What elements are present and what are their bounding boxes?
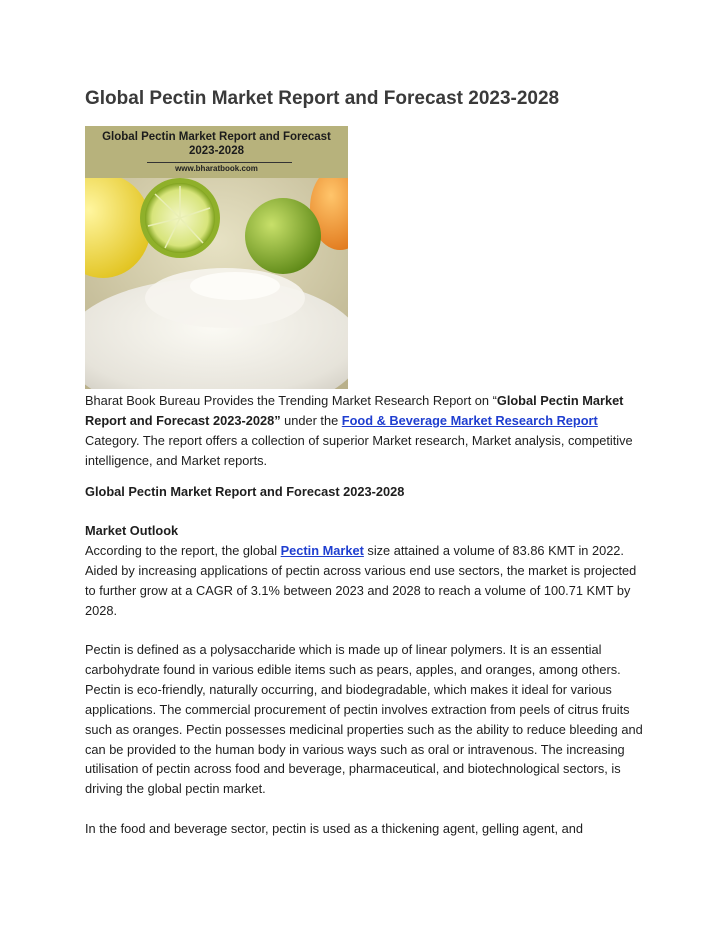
fruit-photo bbox=[85, 178, 348, 389]
market-outlook-paragraph: According to the report, the global Pectin Market size attained a volume of 83.86 KMT in 2022. Aided by increasing applications of pectin across various end use sectors, the market is projected to further grow at a CAGR of 3.1% between 2023 and 2028 to reach a volume of 100.71 KMT by 2028. bbox=[85, 543, 637, 618]
food-beverage-paragraph: In the food and beverage sector, pectin is used as a thickening agent, gelling agent, and bbox=[85, 821, 584, 836]
report-name: Global Pectin Market Report and Forecast 2023-2028” bbox=[85, 393, 624, 428]
pectin-definition-paragraph: Pectin is defined as a polysaccharide which is made up of linear polymers. It is an essential carbohydrate found in various edible items such as pears, apples, and oranges, among others. Pectin is eco-friendly, naturally occurring, and biodegradable, which makes it ideal for various applications. The commercial procurement of pectin involves extraction from peels of citrus fruits such as oranges. Pectin possesses medicinal properties such as the ability to reduce bleeding and can be provided to the human body in various ways such as oral or intravenous. The increasing utilisation of pectin across food and beverage, pharmaceutical, and biotechnological sectors, is driving the global pectin market. bbox=[85, 642, 643, 797]
pectin-market-link[interactable]: Pectin Market bbox=[280, 543, 364, 558]
section-heading: Global Pectin Market Report and Forecast 2023-2028 bbox=[85, 484, 405, 499]
cover-url: www.bharatbook.com bbox=[175, 164, 258, 173]
cover-divider bbox=[147, 162, 292, 163]
cover-image bbox=[85, 126, 348, 389]
document-title: Global Pectin Market Report and Forecast 2023-2028 bbox=[85, 88, 560, 109]
market-outlook-heading: Market Outlook bbox=[85, 523, 179, 538]
cover-banner bbox=[85, 126, 348, 178]
intro-paragraph: Bharat Book Bureau Provides the Trending Market Research Report on “Global Pectin Market Report and Forecast 2023-2028” under the Food & Beverage Market Research Report Category. The report offers a collection of superior Market research, Market analysis, competitive intelligence, and Market reports. bbox=[85, 393, 633, 468]
cover-title: Global Pectin Market Report and Forecast 2023-2028 bbox=[102, 131, 331, 157]
food-beverage-report-link[interactable]: Food & Beverage Market Research Report bbox=[341, 412, 598, 428]
